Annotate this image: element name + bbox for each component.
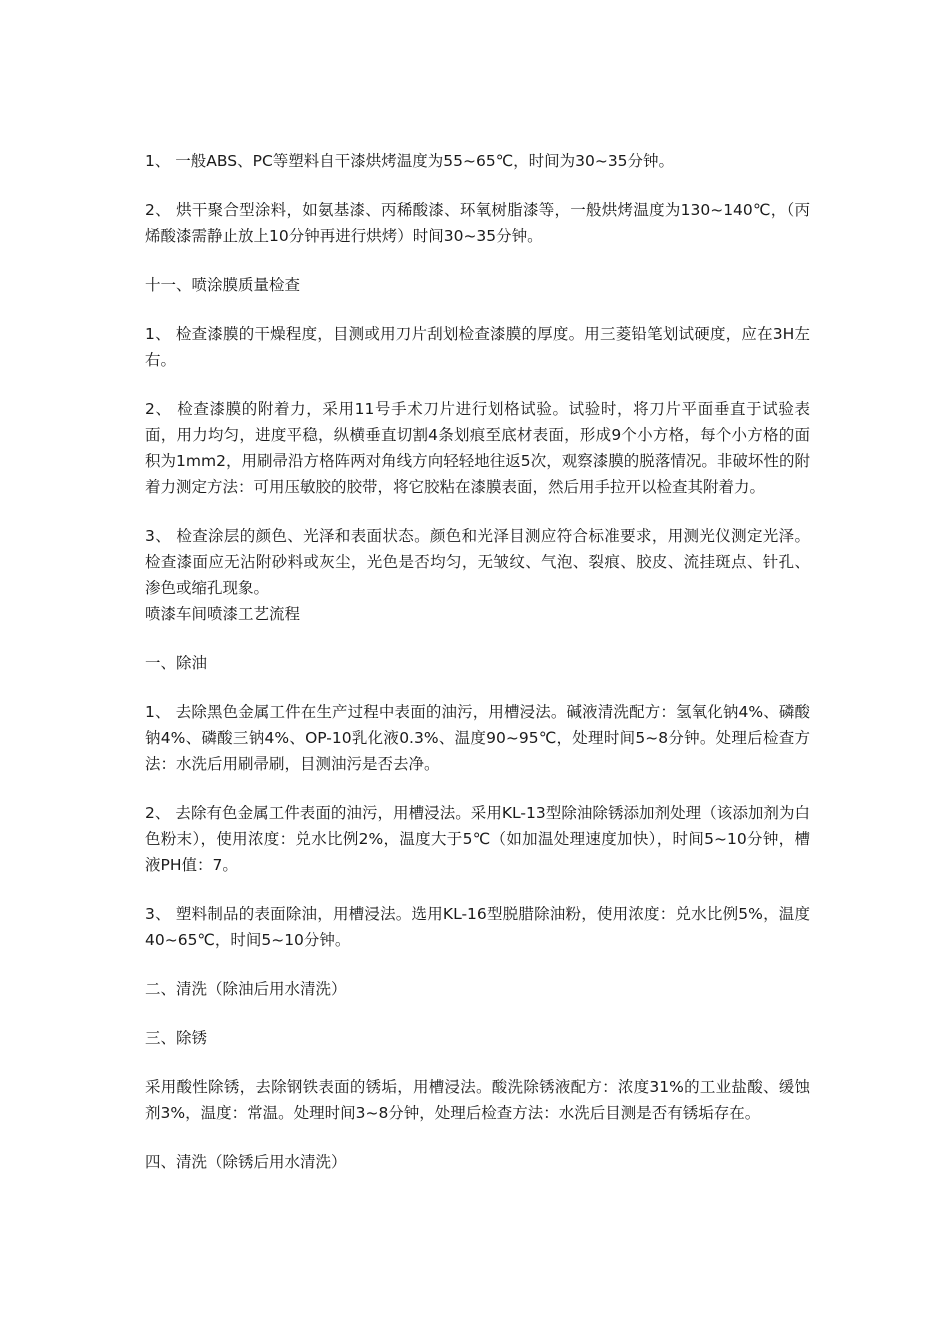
heading-rust-removal: 三、除锈 [145,1029,208,1047]
paragraph-bake-polymer: 2、 烘干聚合型涂料，如氨基漆、丙稀酸漆、环氧树脂漆等，一般烘烤温度为130~140℃，（丙烯酸漆需静止放上10分钟再进行烘烤）时间30~35分钟。 [145,201,810,245]
heading-film-quality-check: 十一、喷涂膜质量检查 [145,276,301,294]
paragraph-degrease-ferrous: 1、 去除黑色金属工件在生产过程中表面的油污，用槽浸法。碱液清洗配方：氢氧化钠4%、磷酸钠4%、磷酸三钠4%、OP-10乳化液0.3%、温度90~95℃，处理时间5~8分钟。处理后检查方法：水洗后用刷帚刷，目测油污是否去净。 [145,703,810,773]
paragraph-acid-rust-removal: 采用酸性除锈，去除钢铁表面的锈垢，用槽浸法。酸洗除锈液配方：浓度31%的工业盐酸、缓蚀剂3%，温度：常温。处理时间3~8分钟，处理后检查方法：水洗后目测是否有锈垢存在。 [145,1078,810,1122]
paragraph-bake-abs-pc: 1、 一般ABS、PC等塑料自干漆烘烤温度为55~65℃，时间为30~35分钟。 [145,152,675,170]
heading-degreasing: 一、除油 [145,654,208,672]
document-page [145,148,810,1198]
paragraph-dryness-check: 1、 检查漆膜的干燥程度，目测或用刀片刮划检查漆膜的厚度。用三菱铅笔划试硬度，应在3H左右。 [145,325,810,369]
heading-cleaning-after-rust-removal: 四、清洗（除锈后用水清洗） [145,1153,347,1171]
paragraph-color-gloss-check: 3、 检查涂层的颜色、光泽和表面状态。颜色和光泽目测应符合标准要求，用测光仪测定光泽。检查漆面应无沾附砂料或灰尘，光色是否均匀，无皱纹、气泡、裂痕、胶皮、流挂斑点、针孔、渗色或缩孔现象。 [145,527,810,597]
heading-spray-process: 喷漆车间喷漆工艺流程 [145,605,301,623]
paragraph-adhesion-check: 2、 检查漆膜的附着力，采用11号手术刀片进行划格试验。试验时，将刀片平面垂直于试验表面，用力均匀，进度平稳，纵横垂直切割4条划痕至底材表面，形成9个小方格，每个小方格的面积为1mm2，用刷帚沿方格阵两对角线方向轻轻地往返5次，观察漆膜的脱落情况。非破坏性的附着力测定方法：可用压敏胶的胶带，将它胶粘在漆膜表面，然后用手拉开以检查其附着力。 [145,400,810,496]
paragraph-degrease-plastic: 3、 塑料制品的表面除油，用槽浸法。选用KL-16型脱腊除油粉，使用浓度：兑水比例5%，温度40~65℃，时间5~10分钟。 [145,905,810,949]
paragraph-degrease-nonferrous: 2、 去除有色金属工件表面的油污，用槽浸法。采用KL-13型除油除锈添加剂处理（该添加剂为白色粉末），使用浓度：兑水比例2%，温度大于5℃（如加温处理速度加快），时间5~10分钟，槽液PH值：7。 [145,804,810,874]
heading-cleaning-after-degrease: 二、清洗（除油后用水清洗） [145,980,347,998]
